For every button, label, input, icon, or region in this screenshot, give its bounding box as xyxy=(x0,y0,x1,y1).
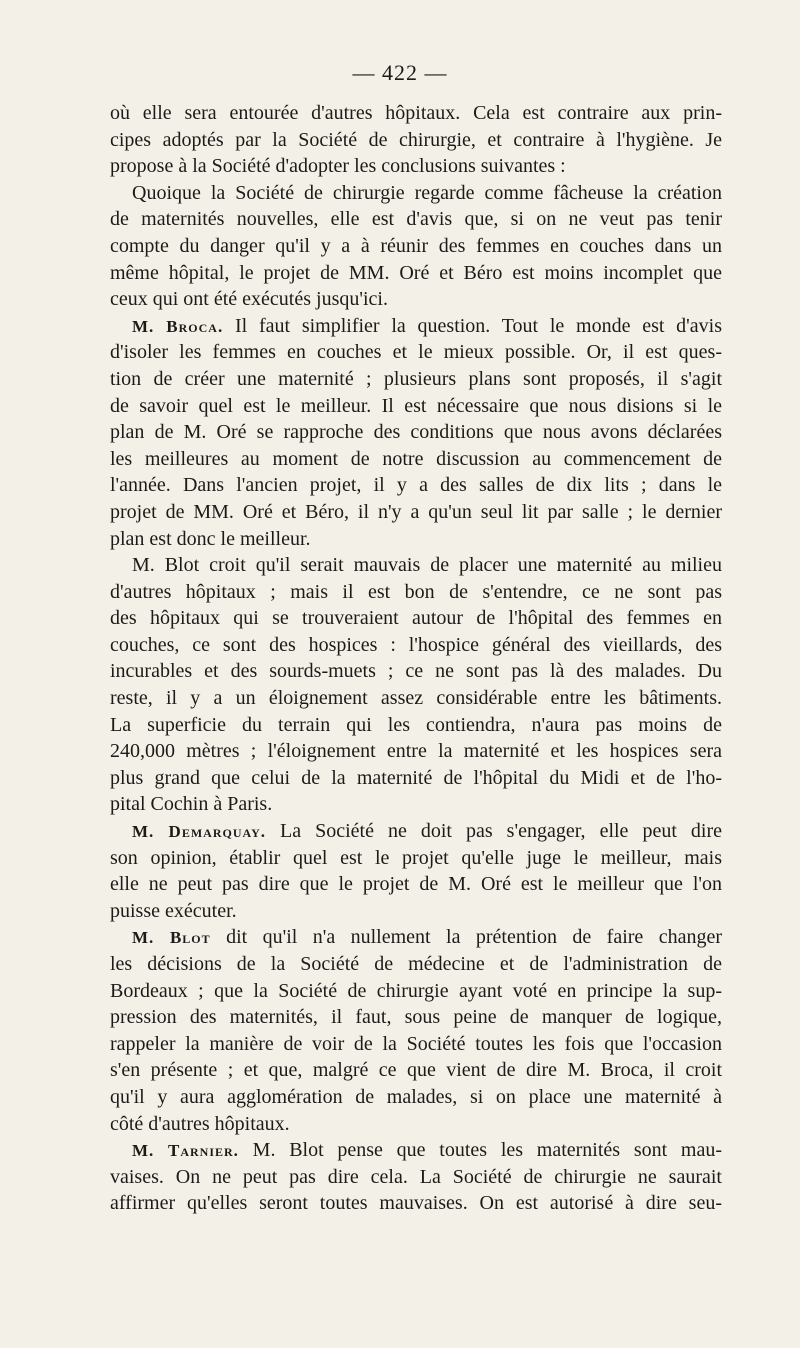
body-text xyxy=(110,100,722,1217)
text-line xyxy=(110,286,722,313)
line-text: dit qu'il n'a nullement la prétention de faire changer xyxy=(210,926,723,949)
line-text: Il faut simplifier la question. Tout le monde est d'avis xyxy=(223,314,723,337)
text-line xyxy=(110,180,722,207)
line-text: d'autres hôpitaux ; mais il est bon de s'entendre, ce ne sont pas xyxy=(110,580,722,603)
line-text: plan est donc le meilleur. xyxy=(110,527,311,550)
line-text: son opinion, établir quel est le projet qu'elle juge le meilleur, mais xyxy=(110,846,722,869)
line-text: les meilleures au moment de notre discussion au commencement de xyxy=(110,447,722,470)
text-line xyxy=(110,845,722,872)
line-text: couches, ce sont des hospices : l'hospice général des vieillards, des xyxy=(110,633,722,656)
speaker-name: M. Tarnier. xyxy=(132,1141,239,1161)
text-line xyxy=(110,100,722,127)
text-line xyxy=(110,871,722,898)
text-line xyxy=(110,818,722,845)
line-text: La superficie du terrain qui les contiendra, n'aura pas moins de xyxy=(110,713,722,736)
line-text: même hôpital, le projet de MM. Oré et Béro est moins incomplet que xyxy=(110,261,722,284)
speaker-name: M. Demarquay. xyxy=(132,822,266,842)
line-text: côté d'autres hôpitaux. xyxy=(110,1112,290,1135)
text-line xyxy=(110,419,722,446)
line-text: elle ne peut pas dire que le projet de M. Oré est le meilleur que l'on xyxy=(110,873,722,896)
text-line xyxy=(110,712,722,739)
text-line xyxy=(110,446,722,473)
line-text: s'en présente ; et que, malgré ce que vient de dire M. Broca, il croit xyxy=(110,1059,722,1082)
line-text: plus grand que celui de la maternité de l'hôpital du Midi et de l'ho- xyxy=(110,766,722,789)
page-number: — 422 — xyxy=(352,60,448,85)
line-text: reste, il y a un éloignement assez considérable entre les bâtiments. xyxy=(110,687,722,710)
line-text: de savoir quel est le meilleur. Il est nécessaire que nous disions si le xyxy=(110,394,722,417)
text-line xyxy=(110,313,722,340)
line-text: rappeler la manière de voir de la Société toutes les fois que l'occasion xyxy=(110,1032,722,1055)
text-line xyxy=(110,791,722,818)
text-line xyxy=(110,1004,722,1031)
text-line xyxy=(110,1164,722,1191)
text-line xyxy=(110,472,722,499)
line-text: incurables et des sourds-muets ; ce ne sont pas là des malades. Du xyxy=(110,660,722,683)
text-line xyxy=(110,1057,722,1084)
text-line xyxy=(110,499,722,526)
text-line xyxy=(110,1137,722,1164)
line-text: vaises. On ne peut pas dire cela. La Société de chirurgie ne saurait xyxy=(110,1165,722,1188)
line-text: compte du danger qu'il y a à réunir des femmes en couches dans un xyxy=(110,234,722,257)
line-text: des hôpitaux qui se trouveraient autour de l'hôpital des femmes en xyxy=(110,607,722,630)
line-text: Quoique la Société de chirurgie regarde comme fâcheuse la création xyxy=(132,181,722,204)
text-line xyxy=(110,978,722,1005)
text-line xyxy=(110,393,722,420)
text-line xyxy=(110,260,722,287)
text-line xyxy=(110,605,722,632)
text-line xyxy=(110,339,722,366)
line-text: de maternités nouvelles, elle est d'avis que, si on ne veut pas tenir xyxy=(110,208,722,231)
line-text: M. Blot pense que toutes les maternités sont mau- xyxy=(238,1139,723,1162)
text-line xyxy=(110,366,722,393)
text-line xyxy=(110,1031,722,1058)
text-line xyxy=(110,632,722,659)
line-text: puisse exécuter. xyxy=(110,899,237,922)
text-line xyxy=(110,153,722,180)
text-line xyxy=(110,552,722,579)
line-text: qu'il y aura agglomération de malades, si on place une maternité à xyxy=(110,1085,722,1108)
text-line xyxy=(110,127,722,154)
line-text: pital Cochin à Paris. xyxy=(110,793,273,816)
line-text: affirmer qu'elles seront toutes mauvaises. On est autorisé à dire seu- xyxy=(110,1192,722,1215)
text-line xyxy=(110,951,722,978)
line-text: 240,000 mètres ; l'éloignement entre la maternité et les hospices sera xyxy=(110,740,722,763)
text-line xyxy=(110,898,722,925)
line-text: tion de créer une maternité ; plusieurs plans sont proposés, il s'agit xyxy=(110,367,722,390)
line-text: cipes adoptés par la Société de chirurgie, et contraire à l'hygiène. Je xyxy=(110,128,722,151)
line-text: ceux qui ont été exécutés jusqu'ici. xyxy=(110,288,388,311)
line-text: La Société ne doit pas s'engager, elle peut dire xyxy=(265,820,722,843)
text-line xyxy=(110,233,722,260)
text-line xyxy=(110,1190,722,1217)
line-text: pression des maternités, il faut, sous peine de manquer de logique, xyxy=(110,1006,722,1029)
text-line xyxy=(110,206,722,233)
text-line xyxy=(110,658,722,685)
text-line xyxy=(110,924,722,951)
line-text: plan de M. Oré se rapproche des conditions que nous avons déclarées xyxy=(110,421,722,444)
text-line xyxy=(110,579,722,606)
line-text: M. Blot croit qu'il serait mauvais de placer une maternité au milieu xyxy=(132,554,722,577)
text-line xyxy=(110,685,722,712)
speaker-name: M. Blot xyxy=(132,928,211,948)
line-text: projet de MM. Oré et Béro, il n'y a qu'un seul lit par salle ; le dernier xyxy=(110,500,722,523)
text-line xyxy=(110,1111,722,1138)
line-text: Bordeaux ; que la Société de chirurgie ayant voté en principe la sup- xyxy=(110,979,722,1002)
text-line xyxy=(110,1084,722,1111)
line-text: où elle sera entourée d'autres hôpitaux. Cela est contraire aux prin- xyxy=(110,102,722,124)
speaker-name: M. Broca. xyxy=(132,316,224,336)
text-line xyxy=(110,765,722,792)
line-text: propose à la Société d'adopter les conclusions suivantes : xyxy=(110,155,566,178)
text-line xyxy=(110,738,722,765)
line-text: d'isoler les femmes en couches et le mieux possible. Or, il est ques- xyxy=(110,341,722,364)
line-text: les décisions de la Société de médecine et de l'administration de xyxy=(110,953,722,975)
line-text: l'année. Dans l'ancien projet, il y a des salles de dix lits ; dans le xyxy=(110,474,722,497)
text-line xyxy=(110,526,722,553)
